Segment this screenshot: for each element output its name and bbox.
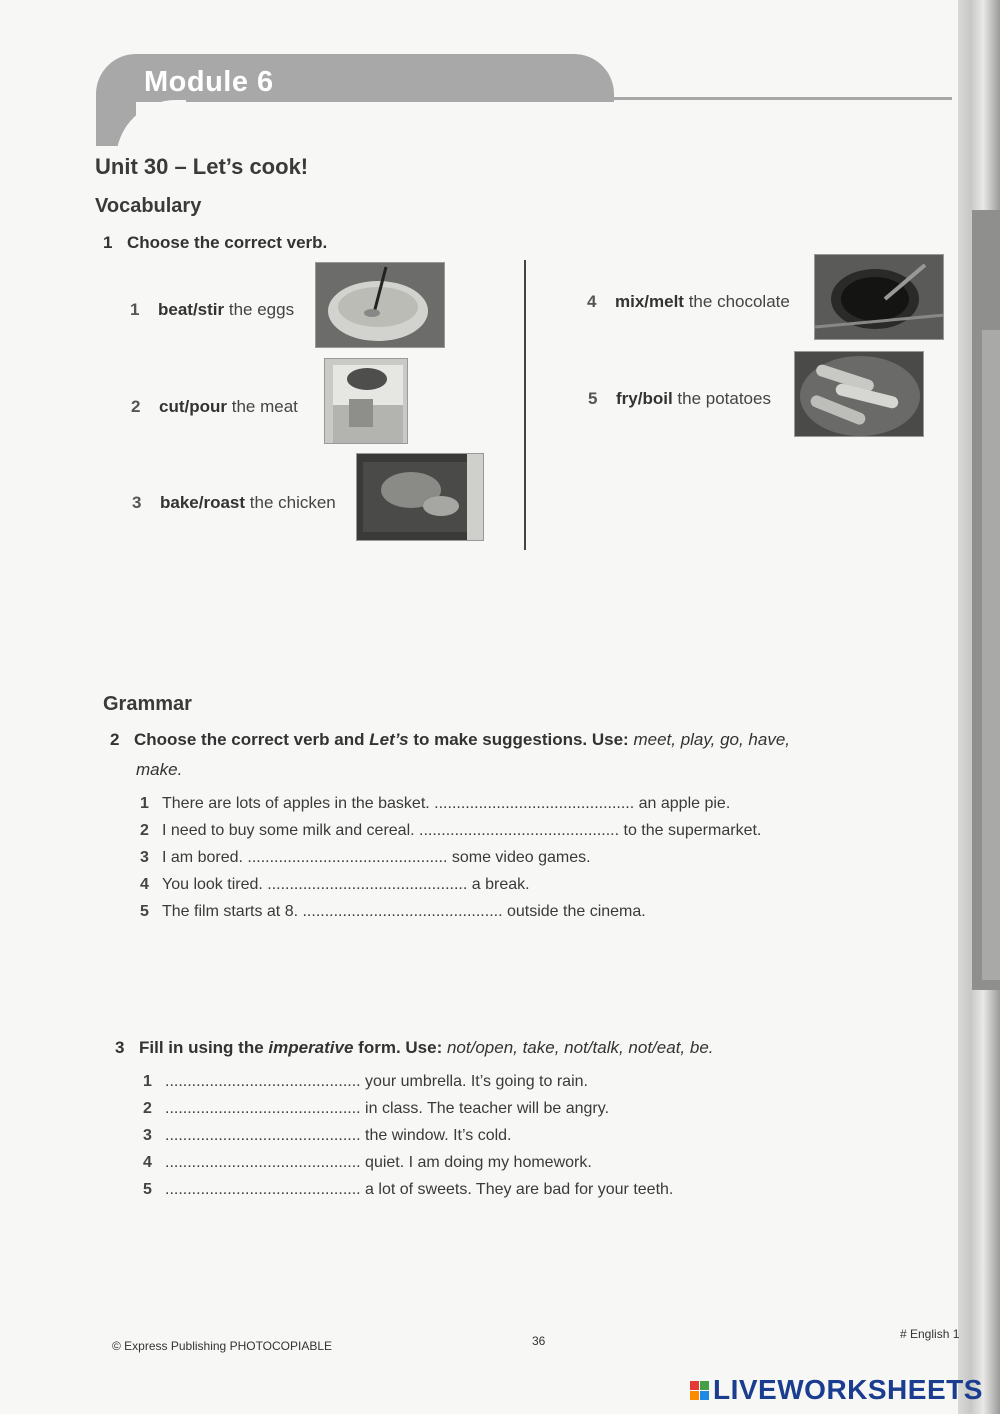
list-item: 2 ............................................ in class. The teacher will be angry. — [143, 1100, 610, 1117]
list-item: 4 You look tired. ............................................. a break. — [140, 876, 530, 893]
column-divider — [524, 260, 526, 550]
chocolate-pan-photo — [814, 254, 944, 340]
list-item: 1 There are lots of apples in the basket. ............................................. an apple pie. — [140, 795, 731, 812]
vocab-item-3: 3 bake/roast the chicken — [132, 493, 336, 512]
frying-potatoes-photo — [794, 351, 924, 437]
vocab-item-1: 1 beat/stir the eggs — [130, 300, 295, 319]
exercise2-instruction-cont: make. — [136, 760, 183, 779]
list-item: 2 I need to buy some milk and cereal. ............................................. to the supermarket. — [140, 822, 762, 839]
liveworksheets-logo — [690, 1374, 983, 1406]
module-rule — [600, 97, 952, 100]
logo-grid-icon — [690, 1381, 709, 1400]
exercise3-instruction: 3 Fill in using the imperative form. Use: not/open, take, not/talk, not/eat, be. — [115, 1038, 714, 1057]
list-item: 1 ............................................ your umbrella. It’s going to rain. — [143, 1073, 588, 1090]
vocabulary-heading: Vocabulary — [95, 195, 202, 217]
module-title: Module 6 — [144, 66, 274, 98]
vocab-item-2: 2 cut/pour the meat — [131, 397, 298, 416]
page-edge — [958, 0, 1000, 1414]
list-item: 5 ............................................ a lot of sweets. They are bad for your teeth. — [143, 1181, 674, 1198]
exercise1-instruction: 1 Choose the correct verb. — [103, 233, 328, 252]
oven-chicken-photo — [356, 453, 484, 541]
bowl-whisk-photo — [315, 262, 445, 348]
unit-title: Unit 30 – Let’s cook! — [95, 154, 309, 179]
course-label: # English 1 — [900, 1327, 960, 1341]
copyright-text: © Express Publishing PHOTOCOPIABLE — [112, 1339, 333, 1353]
cutting-board-photo — [324, 358, 408, 444]
vocab-item-4: 4 mix/melt the chocolate — [587, 292, 790, 311]
list-item: 5 The film starts at 8. ............................................. outside the cinema. — [140, 903, 646, 920]
vocab-item-5: 5 fry/boil the potatoes — [588, 389, 771, 408]
grammar-heading: Grammar — [103, 693, 192, 715]
logo-text: LIVEWORKSHEETS — [713, 1374, 983, 1405]
list-item: 3 I am bored. ............................................. some video games. — [140, 849, 591, 866]
list-item: 4 ............................................ quiet. I am doing my homework. — [143, 1154, 592, 1171]
list-item: 3 ............................................ the window. It’s cold. — [143, 1127, 512, 1144]
page-number: 36 — [532, 1334, 546, 1348]
exercise2-instruction: 2 Choose the correct verb and Let’s to make suggestions. Use: meet, play, go, have, — [110, 730, 791, 749]
